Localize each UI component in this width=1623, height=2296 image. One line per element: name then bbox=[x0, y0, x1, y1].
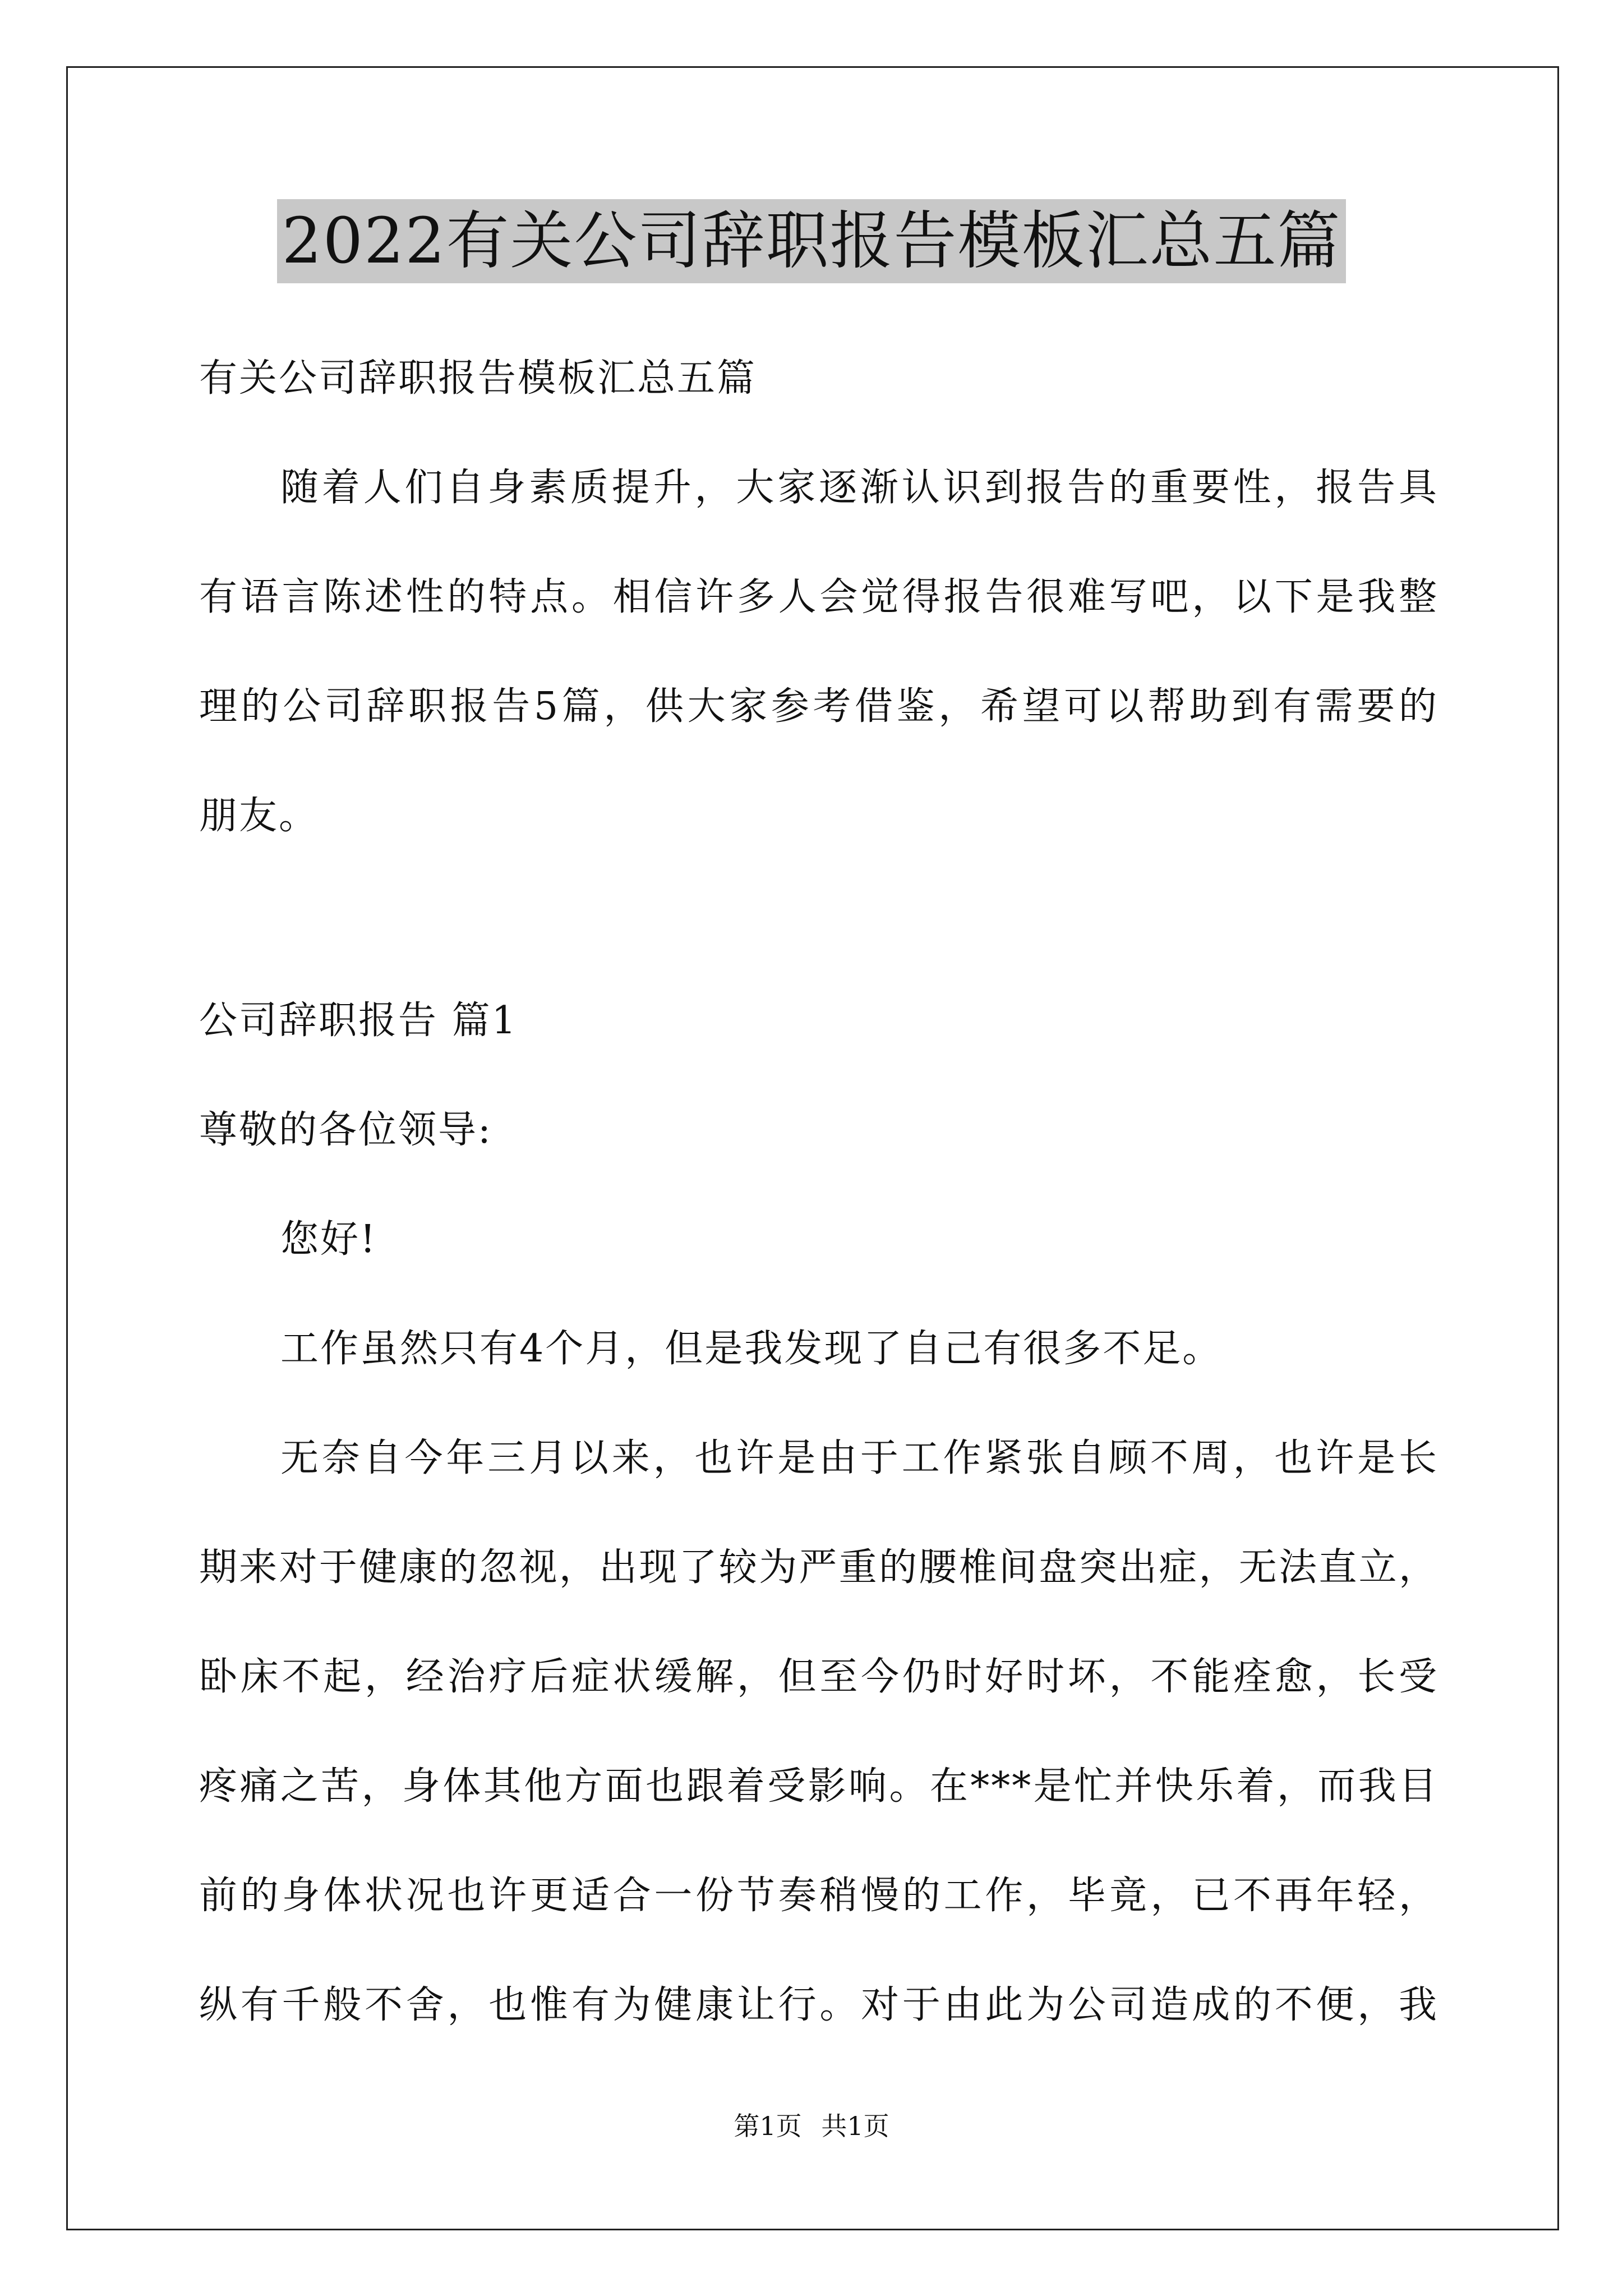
paragraph-line: 疼痛之苦，身体其他方面也跟着受影响。在***是忙并快乐着，而我目 bbox=[199, 1764, 1438, 1809]
paragraph: 工作虽然只有4个月，但是我发现了自己有很多不足。 bbox=[280, 1327, 1223, 1371]
title-container bbox=[0, 199, 1623, 283]
intro-line: 随着人们自身素质提升，大家逐渐认识到报告的重要性，报告具 bbox=[280, 466, 1438, 510]
greeting: 您好! bbox=[280, 1217, 377, 1262]
page-total: 共1页 bbox=[821, 2111, 889, 2141]
paragraph-line: 无奈自今年三月以来，也许是由于工作紧张自顾不周，也许是长 bbox=[280, 1436, 1438, 1480]
salutation: 尊敬的各位领导: bbox=[199, 1108, 492, 1152]
page-number: 第1页 bbox=[734, 2111, 802, 2141]
paragraph-line: 前的身体状况也许更适合一份节奏稍慢的工作，毕竟，已不再年轻， bbox=[199, 1874, 1438, 1918]
page-footer bbox=[0, 2109, 1623, 2143]
intro-line: 理的公司辞职报告5篇，供大家参考借鉴，希望可以帮助到有需要的 bbox=[199, 684, 1438, 729]
paragraph-line: 卧床不起，经治疗后症状缓解，但至今仍时好时坏，不能痊愈，长受 bbox=[199, 1655, 1438, 1699]
document-title: 2022有关公司辞职报告模板汇总五篇 bbox=[277, 199, 1345, 283]
paragraph-line: 纵有千般不舍，也惟有为健康让行。对于由此为公司造成的不便，我 bbox=[199, 1983, 1438, 2027]
document-subtitle: 有关公司辞职报告模板汇总五篇 bbox=[199, 356, 757, 401]
section-heading: 公司辞职报告 篇1 bbox=[199, 999, 518, 1043]
paragraph-line: 期来对于健康的忽视，出现了较为严重的腰椎间盘突出症，无法直立， bbox=[199, 1545, 1438, 1590]
intro-line: 朋友。 bbox=[199, 794, 319, 838]
intro-line: 有语言陈述性的特点。相信许多人会觉得报告很难写吧，以下是我整 bbox=[199, 575, 1438, 619]
